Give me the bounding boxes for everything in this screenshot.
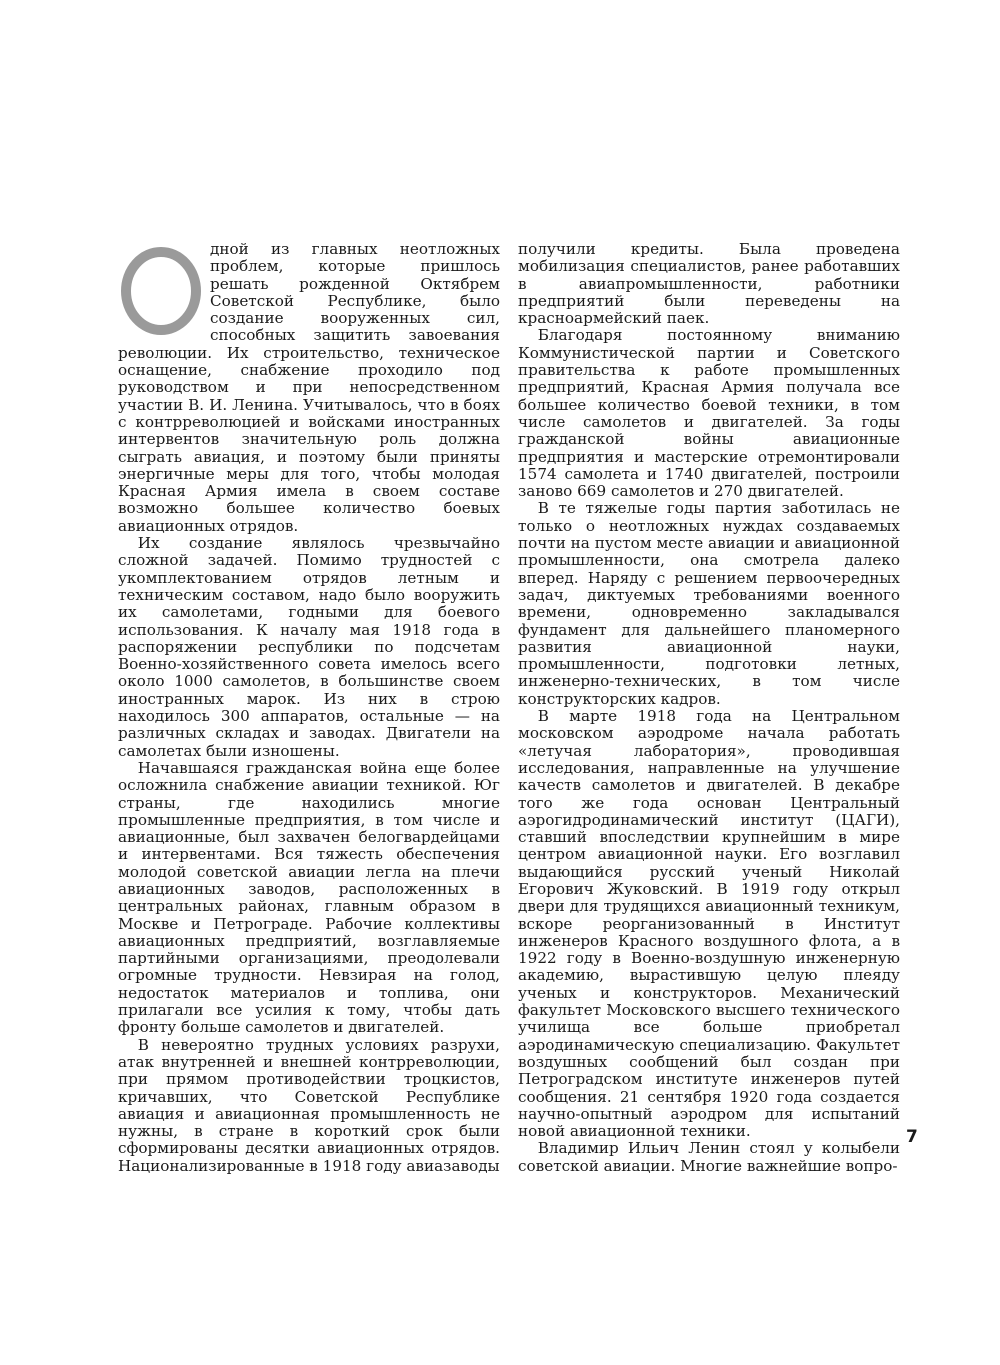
paragraph: Владимир Ильич Ленин стоял у колыбели советской авиации. Многие важнейшие вопро- — [518, 1139, 900, 1175]
drop-cap-ring-icon — [120, 247, 202, 335]
paragraph: Благодаря постоянному вниманию Коммунистической партии и Советского правительства к работе промышленных предприятий, Красная Армия получала все большее количество боевой техники, в том числе самолетов и двигателей. За годы гражданской войны авиационные предприятия и мастерские отремонтировали 1574 самолета и 1740 двигателей, построили заново 669 самолетов и 270 двигателей. — [518, 326, 900, 501]
paragraph: В невероятно трудных условиях разрухи, атак внутренней и внешней контрреволюции, при прямом противодействии троцкистов, кричавших, что Советской Республике авиация и авиационная промышленность не нужны, в стране в короткий срок были сформированы десятки авиационных отрядов. Национализированные в 1918 году авиазаводы — [118, 1035, 500, 1175]
paragraph: получили кредиты. Была проведена мобилизация специалистов, ранее работавших в авиапромышленности, работники предприятий были переведены на красноармейский паек. — [518, 240, 900, 328]
left-column — [118, 241, 500, 1175]
page-number: 7 — [906, 1127, 918, 1147]
drop-cap — [120, 247, 202, 335]
paragraph-text: дной из главных неотложных проблем, которые пришлось решать рожденной Октябрем Советской Республике, было создание вооруженных сил, способных защитить завоевания революции. Их строительство, техническое оснащение, снабжение проходило под руководством и при непосредственном участии В. И. Ленина. Учитывалось, что в боях с контрреволюцией и войсками иностранных интервентов значительную роль должна сыграть авиация, и поэтому были приняты энергичные меры для того, чтобы молодая Красная Армия имела в своем составе возможно большее количество боевых авиационных отрядов. — [118, 240, 500, 535]
right-column — [518, 241, 900, 1175]
paragraph: В марте 1918 года на Центральном московском аэродроме начала работать «летучая лаборатория», проводившая исследования, направленные на улучшение качеств самолетов и двигателей. В декабре того же года основан Центральный аэрогидродинамический институт (ЦАГИ), ставший впоследствии крупнейшим в мире центром авиационной науки. Его возглавил выдающийся русский ученый Николай Егорович Жуковский. В 1919 году открыл двери для трудящихся авиационный техникум, вскоре реорганизованный в Институт инженеров Красного воздушного флота, а в 1922 году в Военно-воздушную инженерную академию, вырастившую целую плеяду ученых и конструкторов. Механический факультет Московского высшего технического училища все больше приобретал аэродинамическую специализацию. Факультет воздушных сообщений был создан при Петроградском институте инженеров путей сообщения. 21 сентября 1920 года создается научно-опытный аэродром для испытаний новой авиационной техники. — [518, 707, 900, 1141]
paragraph: Их создание являлось чрезвычайно сложной задачей. Помимо трудностей с укомплектованием отрядов летным и техническим составом, надо было вооружить их самолетами, годными для боевого использования. К началу мая 1918 года в распоряжении республики по подсчетам Военно-хозяйственного совета имелось всего около 1000 самолетов, в большинстве своем иностранных марок. Из них в строю находилось 300 аппаратов, остальные — на различных складах и заводах. Двигатели на самолетах были изношены. — [118, 534, 500, 760]
paragraph — [118, 241, 500, 535]
paragraph: Начавшаяся гражданская война еще более осложнила снабжение авиации техникой. Юг страны, где находились многие промышленные предприятия, в том числе и авиационные, был захвачен белогвардейцами и интервентами. Вся тяжесть обеспечения молодой советской авиации легла на плечи авиационных заводов, расположенных в центральных районах, главным образом в Москве и Петрограде. Рабочие коллективы авиационных предприятий, возглавляемые партийными организациями, преодолевали огромные трудности. Невзирая на голод, недостаток материалов и топлива, они прилагали все усилия к тому, чтобы дать фронту больше самолетов и двигателей. — [118, 758, 500, 1037]
paragraph: В те тяжелые годы партия заботилась не только о неотложных нуждах создаваемых почти на пустом месте авиации и авиационной промышленности, она смотрела далеко вперед. Наряду с решением первоочередных задач, диктуемых требованиями военного времени, одновременно закладывался фундамент для дальнейшего планомерного развития авиационной науки, промышленности, подготовки летных, инженерно-технических, в том числе конструкторских кадров. — [518, 499, 900, 708]
